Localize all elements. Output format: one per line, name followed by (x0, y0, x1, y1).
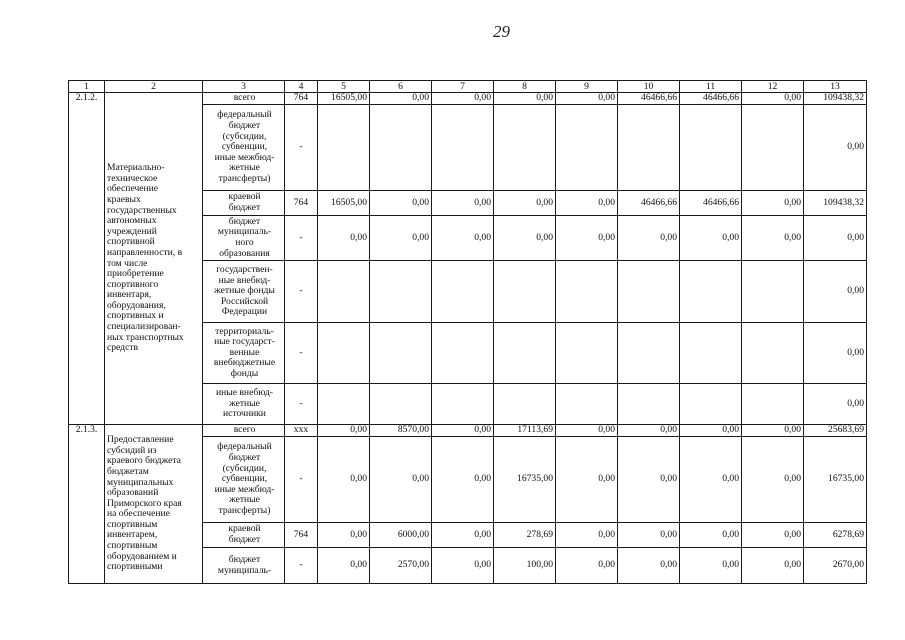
amount-cell (742, 105, 804, 191)
amount-cell: 0,00 (432, 523, 494, 548)
column-number: 8 (494, 81, 556, 93)
amount-cell: 0,00 (556, 425, 618, 437)
column-number: 6 (370, 81, 432, 93)
total-cell: 109438,32 (804, 93, 867, 105)
column-4-value: - (285, 105, 318, 191)
column-number-row (69, 81, 867, 93)
amount-cell: 17113,69 (494, 425, 556, 437)
item-title: Предоставление субсидий из краевого бюджета бюджетам муниципальных образований Приморского края на обеспечение спортивным инвентарем, спортивным оборудованием и спортивными (105, 425, 203, 584)
amount-cell: 0,00 (556, 216, 618, 261)
amount-cell (618, 384, 680, 425)
item-title: Материально- техническое обеспечение краевых государственных автономных учреждений спортивной направленности, в том числе приобретение спортивного инвентаря, оборудования, спортивных и специализирован- ных транспортных средств (105, 93, 203, 425)
amount-cell (494, 261, 556, 323)
amount-cell: 0,00 (432, 93, 494, 105)
amount-cell (742, 261, 804, 323)
funding-source: иные внебюд- жетные источники (203, 384, 285, 425)
funding-source: бюджет муниципаль- (203, 548, 285, 584)
amount-cell (556, 384, 618, 425)
amount-cell: 0,00 (432, 216, 494, 261)
column-number: 3 (203, 81, 285, 93)
amount-cell: 278,69 (494, 523, 556, 548)
column-4-value: 764 (285, 523, 318, 548)
amount-cell: 0,00 (742, 523, 804, 548)
column-number: 12 (742, 81, 804, 93)
amount-cell: 0,00 (680, 548, 742, 584)
column-4-value: - (285, 216, 318, 261)
funding-source: краевой бюджет (203, 191, 285, 216)
amount-cell: 0,00 (318, 523, 370, 548)
amount-cell: 0,00 (494, 191, 556, 216)
amount-cell: 8570,00 (370, 425, 432, 437)
amount-cell (556, 261, 618, 323)
amount-cell (432, 384, 494, 425)
total-cell: 2670,00 (804, 548, 867, 584)
amount-cell (742, 323, 804, 384)
amount-cell: 0,00 (432, 437, 494, 523)
amount-cell (318, 105, 370, 191)
amount-cell (318, 261, 370, 323)
amount-cell (432, 323, 494, 384)
amount-cell: 0,00 (742, 425, 804, 437)
funding-source: федеральный бюджет (субсидии, субвенции, иные межбюд- жетные трансферты) (203, 105, 285, 191)
funding-source: бюджет муниципаль- ного образования (203, 216, 285, 261)
amount-cell: 0,00 (680, 216, 742, 261)
amount-cell: 0,00 (742, 191, 804, 216)
amount-cell: 16505,00 (318, 93, 370, 105)
funding-source: государствен- ные внебюд- жетные фонды Российской Федерации (203, 261, 285, 323)
amount-cell (556, 105, 618, 191)
amount-cell: 0,00 (370, 93, 432, 105)
amount-cell (318, 384, 370, 425)
amount-cell: 0,00 (318, 425, 370, 437)
amount-cell: 0,00 (432, 548, 494, 584)
item-code: 2.1.3. (69, 425, 105, 584)
amount-cell: 2570,00 (370, 548, 432, 584)
budget-table (68, 80, 867, 584)
total-cell: 0,00 (804, 323, 867, 384)
amount-cell: 0,00 (618, 437, 680, 523)
amount-cell (494, 323, 556, 384)
amount-cell (618, 323, 680, 384)
funding-source: всего (203, 425, 285, 437)
amount-cell (494, 105, 556, 191)
amount-cell (556, 323, 618, 384)
amount-cell: 16505,00 (318, 191, 370, 216)
amount-cell: 0,00 (742, 216, 804, 261)
column-4-value: - (285, 384, 318, 425)
amount-cell: 46466,66 (618, 93, 680, 105)
amount-cell: 46466,66 (680, 191, 742, 216)
column-number: 7 (432, 81, 494, 93)
amount-cell: 0,00 (370, 437, 432, 523)
column-4-value: 764 (285, 191, 318, 216)
total-cell: 25683,69 (804, 425, 867, 437)
column-number: 2 (105, 81, 203, 93)
amount-cell: 0,00 (618, 216, 680, 261)
total-cell: 0,00 (804, 105, 867, 191)
amount-cell: 0,00 (432, 425, 494, 437)
amount-cell: 0,00 (556, 548, 618, 584)
total-cell: 0,00 (804, 384, 867, 425)
column-number: 13 (804, 81, 867, 93)
column-4-value: - (285, 437, 318, 523)
amount-cell: 0,00 (556, 437, 618, 523)
amount-cell: 0,00 (370, 216, 432, 261)
amount-cell: 46466,66 (618, 191, 680, 216)
amount-cell (680, 384, 742, 425)
amount-cell (432, 261, 494, 323)
column-number: 5 (318, 81, 370, 93)
amount-cell: 0,00 (556, 523, 618, 548)
column-number: 11 (680, 81, 742, 93)
total-cell: 109438,32 (804, 191, 867, 216)
amount-cell: 6000,00 (370, 523, 432, 548)
amount-cell: 46466,66 (680, 93, 742, 105)
amount-cell: 0,00 (432, 191, 494, 216)
total-cell: 0,00 (804, 216, 867, 261)
amount-cell (618, 261, 680, 323)
column-number: 10 (618, 81, 680, 93)
page-number: 29 (493, 22, 510, 41)
amount-cell (680, 105, 742, 191)
amount-cell: 0,00 (680, 523, 742, 548)
amount-cell: 100,00 (494, 548, 556, 584)
amount-cell: 0,00 (370, 191, 432, 216)
column-4-value: - (285, 261, 318, 323)
amount-cell: 0,00 (680, 425, 742, 437)
amount-cell: 0,00 (618, 548, 680, 584)
column-number: 4 (285, 81, 318, 93)
column-4-value: - (285, 548, 318, 584)
amount-cell: 16735,00 (494, 437, 556, 523)
amount-cell: 0,00 (318, 437, 370, 523)
amount-cell (742, 384, 804, 425)
total-cell: 16735,00 (804, 437, 867, 523)
amount-cell: 0,00 (318, 216, 370, 261)
column-number: 1 (69, 81, 105, 93)
funding-source: краевой бюджет (203, 523, 285, 548)
amount-cell (618, 105, 680, 191)
total-cell: 0,00 (804, 261, 867, 323)
amount-cell: 0,00 (556, 93, 618, 105)
column-4-value: - (285, 323, 318, 384)
amount-cell: 0,00 (494, 216, 556, 261)
funding-source: федеральный бюджет (субсидии, субвенции, иные межбюд- жетные трансферты) (203, 437, 285, 523)
funding-source: всего (203, 93, 285, 105)
amount-cell (432, 105, 494, 191)
amount-cell: 0,00 (556, 191, 618, 216)
amount-cell (370, 261, 432, 323)
amount-cell: 0,00 (742, 437, 804, 523)
amount-cell: 0,00 (742, 548, 804, 584)
total-cell: 6278,69 (804, 523, 867, 548)
amount-cell (494, 384, 556, 425)
column-number: 9 (556, 81, 618, 93)
amount-cell (370, 384, 432, 425)
amount-cell (680, 323, 742, 384)
table-row (69, 93, 867, 105)
amount-cell: 0,00 (742, 93, 804, 105)
table-row (69, 425, 867, 437)
amount-cell: 0,00 (494, 93, 556, 105)
item-code: 2.1.2. (69, 93, 105, 425)
amount-cell (680, 261, 742, 323)
amount-cell: 0,00 (618, 425, 680, 437)
column-4-value: xxx (285, 425, 318, 437)
amount-cell (370, 105, 432, 191)
amount-cell: 0,00 (318, 548, 370, 584)
column-4-value: 764 (285, 93, 318, 105)
amount-cell (318, 323, 370, 384)
amount-cell (370, 323, 432, 384)
amount-cell: 0,00 (618, 523, 680, 548)
funding-source: территориаль- ные государст- венные внебюджетные фонды (203, 323, 285, 384)
amount-cell: 0,00 (680, 437, 742, 523)
